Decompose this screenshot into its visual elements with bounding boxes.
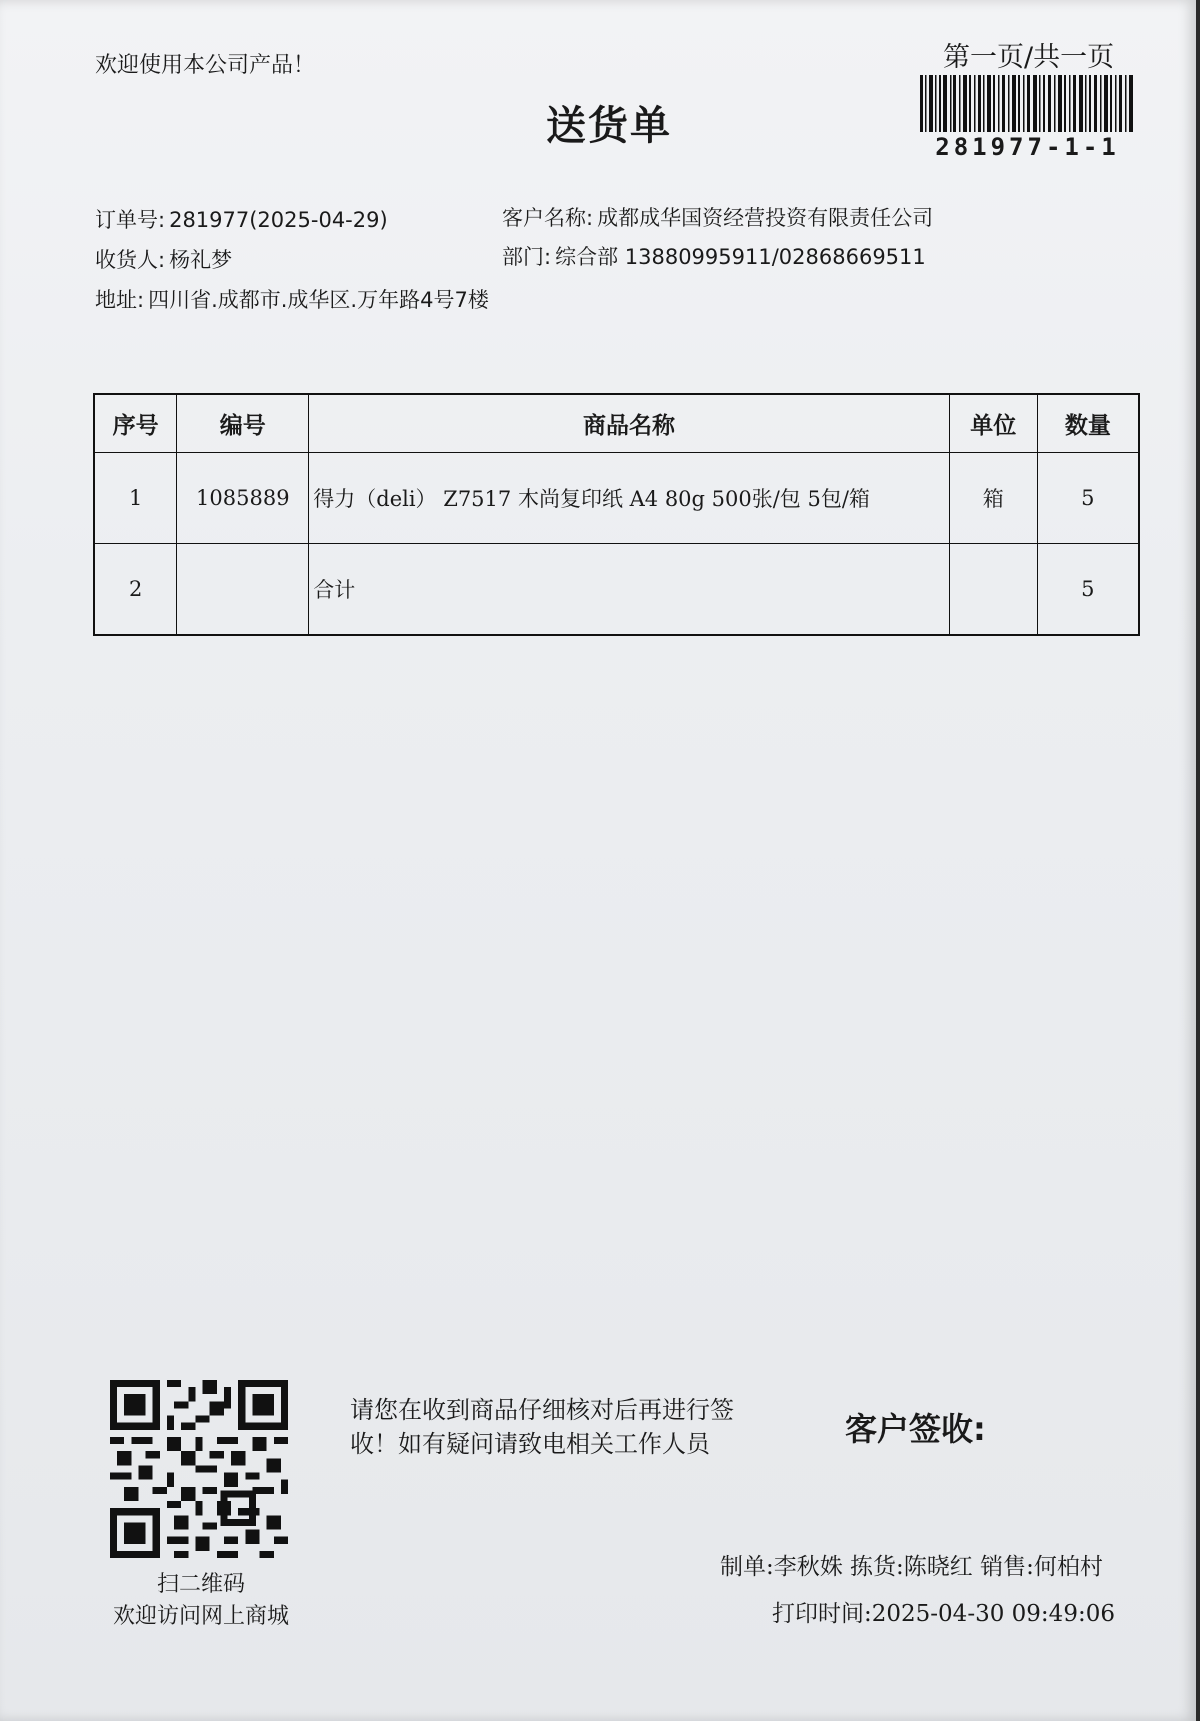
cell-unit: 箱 [949, 453, 1037, 544]
col-header-seq: 序号 [94, 394, 177, 453]
qr-code-image [110, 1380, 288, 1558]
customer-name [502, 202, 933, 232]
document-title: 送货单 [546, 103, 672, 149]
customer-signature-label: 客户签收: [845, 1410, 986, 1448]
barcode-number: 281977-1-1 [935, 133, 1120, 161]
barcode-image [920, 75, 1135, 132]
address [95, 284, 489, 314]
cell-qty: 5 [1037, 544, 1139, 636]
col-header-code: 编号 [177, 394, 309, 453]
order-label: 订单号: [95, 208, 166, 232]
cell-unit [949, 544, 1037, 636]
receipt-notice: 请您在收到商品仔细核对后再进行签收！如有疑问请致电相关工作人员 [350, 1396, 734, 1458]
welcome-text: 欢迎使用本公司产品！ [95, 53, 316, 78]
receiver-label: 收货人: [95, 248, 166, 272]
col-header-product: 商品名称 [309, 394, 950, 453]
receiver [95, 244, 232, 274]
cell-seq: 2 [94, 544, 177, 636]
cell-seq: 1 [94, 453, 177, 544]
receiver-value: 杨礼梦 [169, 248, 233, 272]
cell-product: 得力（deli） Z7517 木尚复印纸 A4 80g 500张/包 5包/箱 [309, 453, 950, 544]
table-header-row [94, 394, 1139, 453]
order-number [95, 204, 388, 234]
page-indicator: 第一页/共一页 [943, 42, 1115, 73]
cell-code: 1085889 [177, 453, 309, 544]
col-header-unit: 单位 [949, 394, 1037, 453]
items-table [93, 393, 1140, 636]
cell-qty: 5 [1037, 453, 1139, 544]
dept-value: 综合部 13880995911/02868669511 [555, 245, 926, 269]
cell-product: 合计 [309, 544, 950, 636]
qr-caption-visit: 欢迎访问网上商城 [112, 1604, 289, 1629]
col-header-qty: 数量 [1037, 394, 1139, 453]
cell-code [177, 544, 309, 636]
order-value: 281977(2025-04-29) [169, 208, 388, 232]
address-value: 四川省.成都市.成华区.万年路4号7楼 [148, 288, 489, 312]
dept-label: 部门: [502, 245, 552, 269]
table-row [94, 544, 1139, 636]
customer-value: 成都成华国资经营投资有限责任公司 [597, 206, 934, 230]
customer-label: 客户名称: [502, 206, 594, 230]
staff-line: 制单:李秋姝 拣货:陈晓红 销售:何柏村 [720, 1554, 1103, 1580]
table-row [94, 453, 1139, 544]
address-label: 地址: [95, 288, 145, 312]
qr-caption-scan: 扫二维码 [156, 1572, 245, 1597]
print-time: 打印时间:2025-04-30 09:49:06 [772, 1601, 1115, 1627]
department [502, 241, 926, 271]
